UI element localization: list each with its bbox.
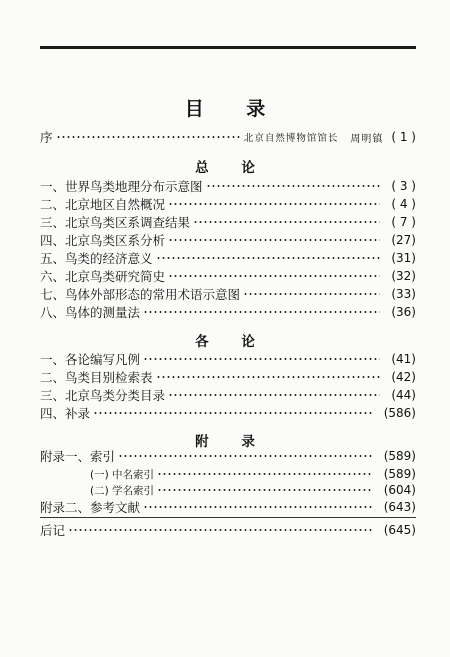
toc-entry-label: 四、补录 xyxy=(40,406,91,421)
toc-entry[interactable] xyxy=(40,231,416,249)
toc-entry-page: (44) xyxy=(391,388,416,402)
toc-entry-page: (36) xyxy=(391,305,416,319)
dot-leader xyxy=(56,136,241,138)
toc-entry-preface[interactable] xyxy=(40,128,416,146)
toc-entry-page: (586) xyxy=(383,406,416,420)
toc-entry-label: 七、鸟体外部形态的常用术语示意图 xyxy=(40,287,241,302)
dot-leader xyxy=(143,311,380,313)
toc-entry-label: 一、各论编写凡例 xyxy=(40,352,141,367)
toc-entry[interactable] xyxy=(40,350,416,368)
dot-leader xyxy=(168,275,380,277)
toc-entry[interactable] xyxy=(40,267,416,285)
dot-leader xyxy=(156,257,381,259)
dot-leader xyxy=(156,376,381,378)
toc-entry[interactable] xyxy=(40,498,416,516)
dot-leader xyxy=(93,412,373,414)
toc-entry[interactable] xyxy=(40,177,416,195)
dot-leader xyxy=(168,394,380,396)
toc-entry-label: 附录二、参考文献 xyxy=(40,500,141,515)
toc-entry-label: 四、北京鸟类区系分析 xyxy=(40,233,166,248)
dot-leader xyxy=(168,203,380,205)
toc-entry-label: 二、鸟类目别检索表 xyxy=(40,370,153,385)
toc-entry-label: 一、世界鸟类地理分布示意图 xyxy=(40,179,203,194)
toc-entry-page: (589) xyxy=(383,449,416,463)
toc-entry-page: (645) xyxy=(383,523,416,537)
dot-leader xyxy=(157,473,373,475)
toc-entry-label: 二、北京地区自然概况 xyxy=(40,197,166,212)
dot-leader xyxy=(243,293,380,295)
toc-entry[interactable] xyxy=(40,285,416,303)
toc-entry-page: ( 4 ) xyxy=(391,197,416,211)
dot-leader xyxy=(168,239,380,241)
toc-entry-label: 序 xyxy=(40,130,53,145)
toc-entry-page: ( 1 ) xyxy=(391,130,416,144)
toc-entry[interactable] xyxy=(40,404,416,422)
page-title: 目 录 xyxy=(184,98,284,120)
toc-entry-page: ( 3 ) xyxy=(391,179,416,193)
toc-entry[interactable] xyxy=(40,386,416,404)
toc-subentry[interactable] xyxy=(90,481,416,499)
toc-entry-label: (二) 学名索引 xyxy=(90,484,155,497)
dot-leader xyxy=(143,358,380,360)
toc-entry[interactable] xyxy=(40,249,416,267)
toc-entry[interactable] xyxy=(40,368,416,386)
toc-entry-page: (27) xyxy=(391,233,416,247)
toc-entry-label: 附录一、索引 xyxy=(40,449,116,464)
toc-entry-label: 六、北京鸟类研究简史 xyxy=(40,269,166,284)
toc-entry-page: (643) xyxy=(383,500,416,514)
toc-entry-page: (42) xyxy=(391,370,416,384)
toc-entry[interactable] xyxy=(40,447,416,465)
toc-entry-page: (604) xyxy=(383,483,416,497)
preface-author-name: 周明镇 xyxy=(350,133,384,145)
toc-entry-page: (33) xyxy=(391,287,416,301)
toc-entry-afterword[interactable] xyxy=(40,521,416,539)
toc-entry-label: (一) 中名索引 xyxy=(90,468,155,481)
dot-leader xyxy=(68,529,373,531)
section-heading-appendix: 附 录 xyxy=(195,434,269,450)
toc-entry-page: (41) xyxy=(391,352,416,366)
section-heading-specific: 各 论 xyxy=(195,334,269,350)
toc-entry[interactable] xyxy=(40,303,416,321)
toc-entry-label: 五、鸟类的经济意义 xyxy=(40,251,153,266)
toc-entry-page: ( 7 ) xyxy=(391,215,416,229)
toc-entry-label: 八、鸟体的测量法 xyxy=(40,305,141,320)
preface-author-title: 北京自然博物馆馆长 xyxy=(243,133,339,144)
dot-leader xyxy=(118,455,373,457)
dot-leader xyxy=(193,221,380,223)
dot-leader xyxy=(206,185,381,187)
toc-entry[interactable] xyxy=(40,213,416,231)
dot-leader xyxy=(157,489,373,491)
dot-leader xyxy=(143,506,373,508)
divider xyxy=(40,517,416,518)
toc-entry-label: 后记 xyxy=(40,523,66,538)
toc-entry-label: 三、北京鸟类区系调查结果 xyxy=(40,215,191,230)
section-heading-general: 总 论 xyxy=(195,160,269,176)
toc-entry-page: (589) xyxy=(383,467,416,481)
toc-entry-page: (31) xyxy=(391,251,416,265)
top-rule xyxy=(40,46,416,49)
toc-entry-page: (32) xyxy=(391,269,416,283)
toc-entry[interactable] xyxy=(40,195,416,213)
toc-entry-label: 三、北京鸟类分类目录 xyxy=(40,388,166,403)
